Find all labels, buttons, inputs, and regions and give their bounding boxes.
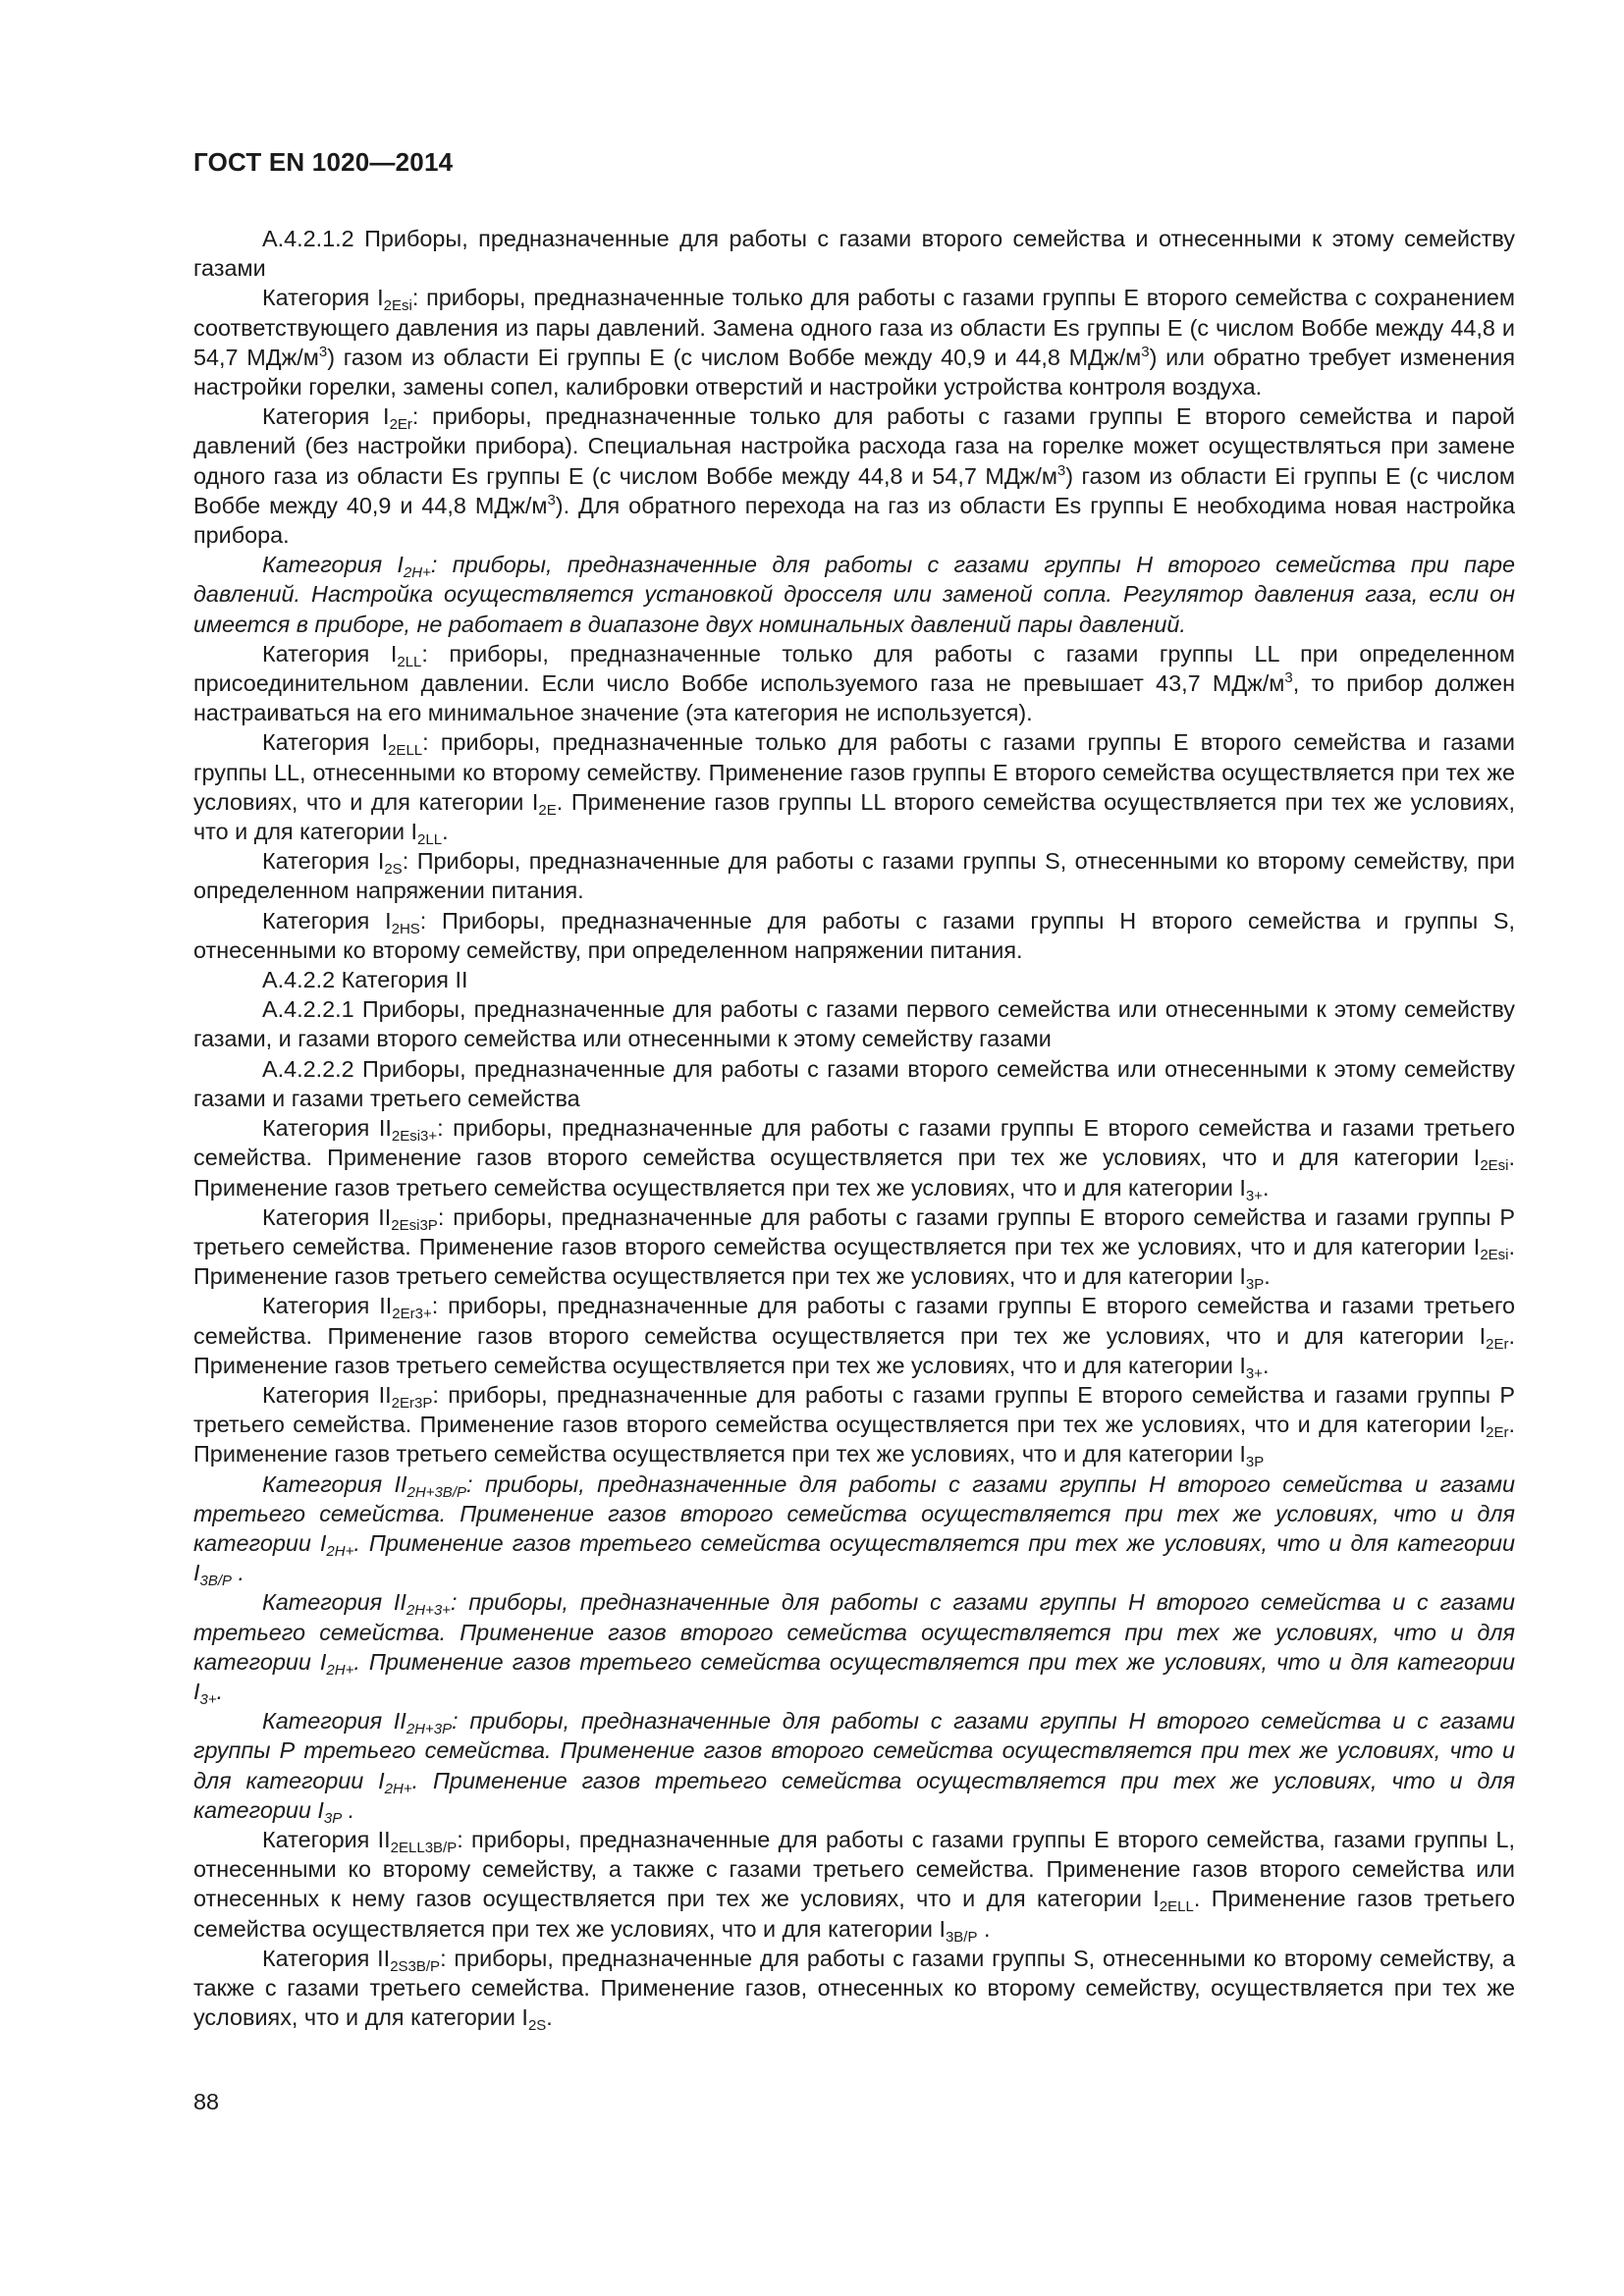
page-header: ГОСТ EN 1020—2014 [193, 147, 454, 177]
paragraph: Категория $II_{2H+3P}$: приборы, предназначенные для работы с газами группы Н второго семейства и с газами группы Р третьего семейства. Применение газов второго семейства осуществляется при тех же условиях, что и для категории $I_{2H+}$. Применение газов третьего семейства осуществляется при тех же условиях, что и для категории $I_{3P}$ . [193, 1708, 1515, 1827]
paragraph: Категория $II_{2H+3B/P}$: приборы, предназначенные для работы с газами группы Н второго семейства и газами третьего семейства. Применение газов второго семейства осуществляется при тех же условиях, что и для категории $I_{2H+}$. Применение газов третьего семейства осуществляется при тех же условиях, что и для категории $I_{3B/P}$ . [193, 1470, 1516, 1590]
paragraph: Категория $II_{2ELL3B/P}$: приборы, предназначенные для работы с газами группы Е второго семейства, газами группы L, отнесенными ко второму семейству, а также с газами третьего семейства. Применение газов второго семейства или отнесенных к нему газов осуществляется при тех же условиях, что и для категории $I_{2ELL}$. Применение газов третьего семейства осуществляется при тех же условиях, что и для категории $I_{3B/P}$ . [193, 1826, 1515, 1946]
paragraph: Категория $II_{2Er3+}$: приборы, предназначенные для работы с газами группы Е второго семейства и газами третьего семейства. Применение газов второго семейства осуществляется при тех же условиях, что и для категории $I_{2Er}$. Применение газов третьего семейства осуществляется при тех же условиях, что и для категории $I_{3+}$. [193, 1293, 1515, 1382]
paragraph: Категория $I_{2S}$: Приборы, предназначенные для работы с газами группы S, отнесенными ко второму семейству, при определенном напряжении питания. [193, 848, 1515, 904]
paragraph: Категория $II_{2Esi3+}$: приборы, предназначенные для работы с газами группы Е второго семейства и газами третьего семейства. Применение газов второго семейства осуществляется при тех же условиях, что и для категории $I_{2Esi}$. Применение газов третьего семейства осуществляется при тех же условиях, что и для категории $I_{3+}$. [193, 1115, 1516, 1204]
body-text [193, 224, 1516, 2035]
paragraph: А.4.2.2.2 Приборы, предназначенные для работы с газами второго семейства или отнесенными к этому семейству газами и газами третьего семейства [193, 1055, 1515, 1111]
paragraph: А.4.2.2 Категория II [262, 967, 468, 993]
paragraph: Категория $I_{2ELL}$: приборы, предназначенные только для работы с газами группы Е второго семейства и газами группы LL, отнесенными ко второму семейству. Применение газов группы Е второго семейства осуществляется при тех же условиях, что и для категории $I_{2E}$. Применение газов группы LL второго семейства осуществляется при тех же условиях, что и для категории $I_{2LL}$. [193, 729, 1515, 849]
paragraph: Категория $II_{2Er3P}$: приборы, предназначенные для работы с газами группы Е второго семейства и газами группы Р третьего семейства. Применение газов второго семейства осуществляется при тех же условиях, что и для категории $I_{2Er}$. Применение газов третьего семейства осуществляется при тех же условиях, что и для категории $I_{3P}$ [193, 1381, 1516, 1471]
paragraph: Категория $I_{2H+}$: приборы, предназначенные для работы с газами группы Н второго семейства при паре давлений. Настройка осуществляется установкой дросселя или заменой сопла. Регулятор давления газа, если он имеется в приборе, не работает в диапазоне двух номинальных давлений пары давлений. [193, 552, 1515, 637]
paragraph: Категория $II_{2H+3+}$: приборы, предназначенные для работы с газами группы Н второго семейства и с газами третьего семейства. Применение газов второго семейства осуществляется при тех же условиях, что и для категории $I_{2H+}$. Применение газов третьего семейства осуществляется при тех же условиях, что и для категории $I_{3+}$. [193, 1589, 1515, 1708]
paragraph: Категория $I_{2Er}$: приборы, предназначенные только для работы с газами группы Е второго семейства и парой давлений (без настройки прибора). Специальная настройка расхода газа на горелке может осуществляться при замене одного газа из области Es группы Е (с числом Воббе между 44,8 и 54,7 МДж/$м^3$) газом из области Ei группы Е (с числом Воббе между 40,9 и 44,8 МДж/$м^3$). Для обратного перехода на газ из области Es группы Е необходима новая настройка прибора. [193, 403, 1516, 549]
paragraph: Категория $I_{2Esi}$: приборы, предназначенные только для работы с газами группы Е второго семейства с сохранением соответствующего давления из пары давлений. Замена одного газа из области Es группы Е (с числом Воббе между 44,8 и 54,7 МДж/$м^3$) газом из области Ei группы Е (с числом Воббе между 40,9 и 44,8 МДж/$м^3$) или обратно требует изменения настройки горелки, замены сопел, калибровки отверстий и настройки устройства контроля воздуха. [193, 285, 1516, 400]
paragraph: А.4.2.1.2 Приборы, предназначенные для работы с газами второго семейства и отнесенными к этому семейству газами [193, 226, 1515, 282]
paragraph: Категория $I_{2LL}$: приборы, предназначенные только для работы с газами группы LL при определенном присоединительном давлении. Если число Воббе используемого газа не превышает 43,7 МДж/$м^3$, то прибор должен настраиваться на его минимальное значение (эта категория не используется). [193, 640, 1516, 726]
page-number: 88 [193, 2089, 220, 2114]
paragraph: Категория $II_{2Esi3P}$: приборы, предназначенные для работы с газами группы Е второго семейства и газами группы Р третьего семейства. Применение газов второго семейства осуществляется при тех же условиях, что и для категории $I_{2Esi}$. Применение газов третьего семейства осуществляется при тех же условиях, что и для категории $I_{3P}$. [193, 1203, 1516, 1294]
paragraph: Категория $II_{2S3B/P}$: приборы, предназначенные для работы с газами группы S, отнесенными ко второму семейству, а также с газами третьего семейства. Применение газов, отнесенных ко второму семейству, осуществляется при тех же условиях, что и для категории $I_{2S}$. [193, 1945, 1515, 2035]
paragraph: Категория $I_{2HS}$: Приборы, предназначенные для работы с газами группы Н второго семейства и группы S, отнесенными ко второму семейству, при определенном напряжении питания. [193, 907, 1516, 963]
paragraph: А.4.2.2.1 Приборы, предназначенные для работы с газами первого семейства или отнесенными к этому семейству газами, и газами второго семейства или отнесенными к этому семейству газами [193, 996, 1515, 1052]
